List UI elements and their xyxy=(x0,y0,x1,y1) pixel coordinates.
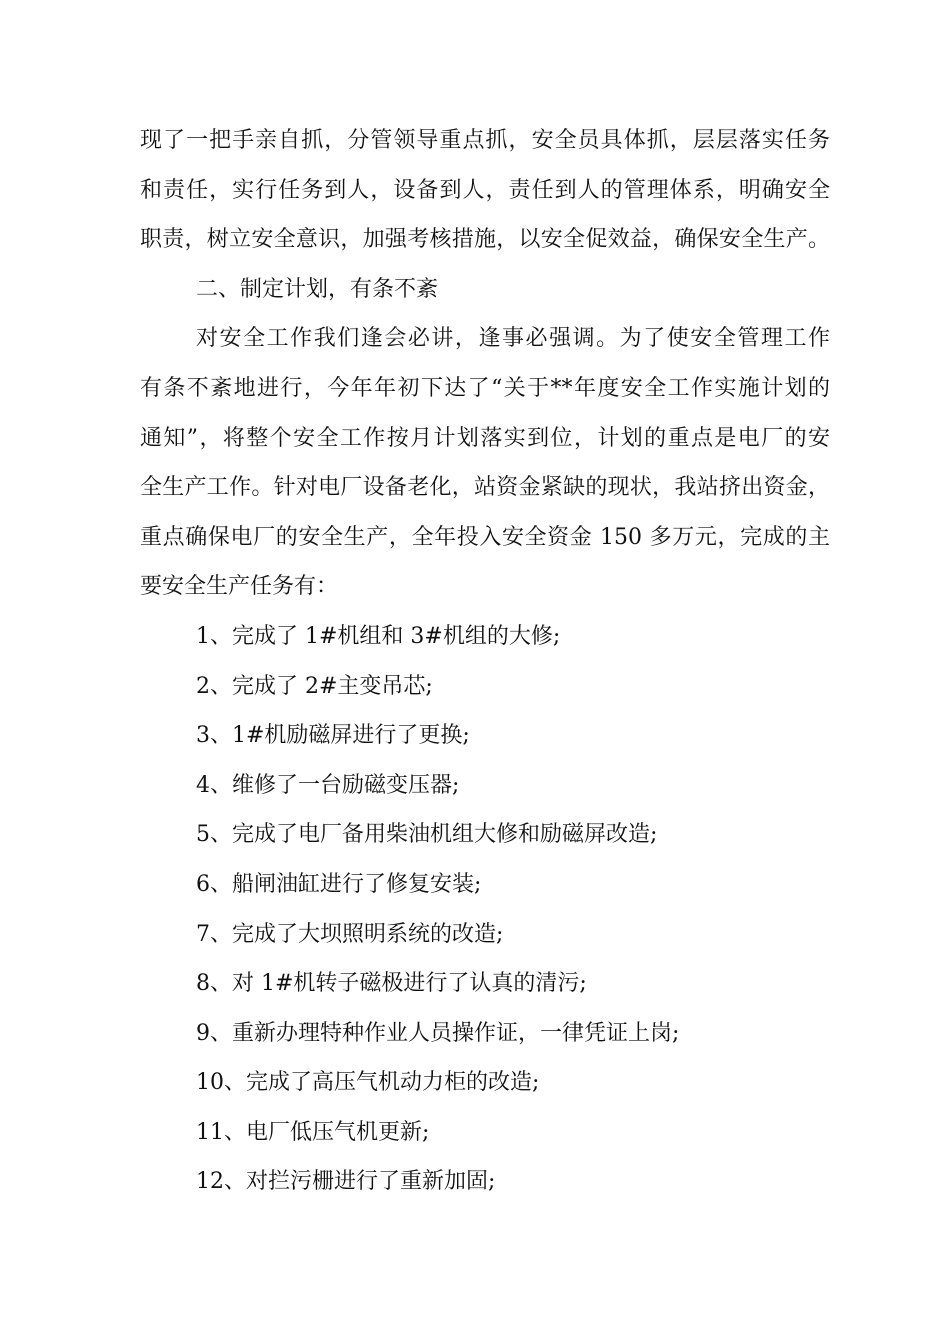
text-line: 要安全生产任务有： xyxy=(140,574,339,600)
list-item: 9、重新办理特种作业人员操作证，一律凭证上岗; xyxy=(196,1020,680,1046)
list-item: 7、完成了大坝照明系统的改造; xyxy=(196,921,504,947)
document-body xyxy=(140,116,830,1207)
list-item: 2、完成了 2#主变吊芯; xyxy=(196,673,433,699)
list-item: 4、维修了一台励磁变压器; xyxy=(196,772,460,798)
list-item: 10、完成了高压气机动力柜的改造; xyxy=(196,1070,540,1096)
paragraph-responsibility-system xyxy=(140,116,830,265)
list-item: 6、船闸油缸进行了修复安装; xyxy=(196,871,482,897)
list-item: 3、1#机励磁屏进行了更换; xyxy=(196,723,470,749)
text-line: 现了一把手亲自抓，分管领导重点抓，安全员具体抓，层层落实任务 xyxy=(140,128,830,153)
section-heading-plan: 二、制定计划，有条不紊 xyxy=(196,276,439,302)
text-line: 对安全工作我们逢会必讲，逢事必强调。为了使安全管理工作 xyxy=(196,326,830,352)
text-line: 通知”，将整个安全工作按月计划落实到位，计划的重点是电厂的安 xyxy=(140,425,830,451)
list-item: 1、完成了 1#机组和 3#机组的大修; xyxy=(196,623,561,649)
paragraph-plan xyxy=(140,314,830,612)
task-list xyxy=(140,612,830,1207)
list-item: 12、对拦污栅进行了重新加固; xyxy=(196,1169,496,1195)
text-line: 重点确保电厂的安全生产，全年投入安全资金 150 多万元，完成的主 xyxy=(140,524,830,550)
list-item: 11、电厂低压气机更新; xyxy=(196,1119,430,1145)
text-line: 职责，树立安全意识，加强考核措施，以安全促效益，确保安全生产。 xyxy=(140,227,830,253)
text-line: 和责任，实行任务到人，设备到人，责任到人的管理体系，明确安全 xyxy=(140,177,830,203)
text-line: 有条不紊地进行，今年年初下达了“关于**年度安全工作实施计划的 xyxy=(140,375,830,401)
list-item: 8、对 1#机转子磁极进行了认真的清污; xyxy=(196,971,587,997)
list-item: 5、完成了电厂备用柴油机组大修和励磁屏改造; xyxy=(196,822,658,848)
text-line: 全生产工作。针对电厂设备老化，站资金紧缺的现状，我站挤出资金， xyxy=(140,475,830,501)
